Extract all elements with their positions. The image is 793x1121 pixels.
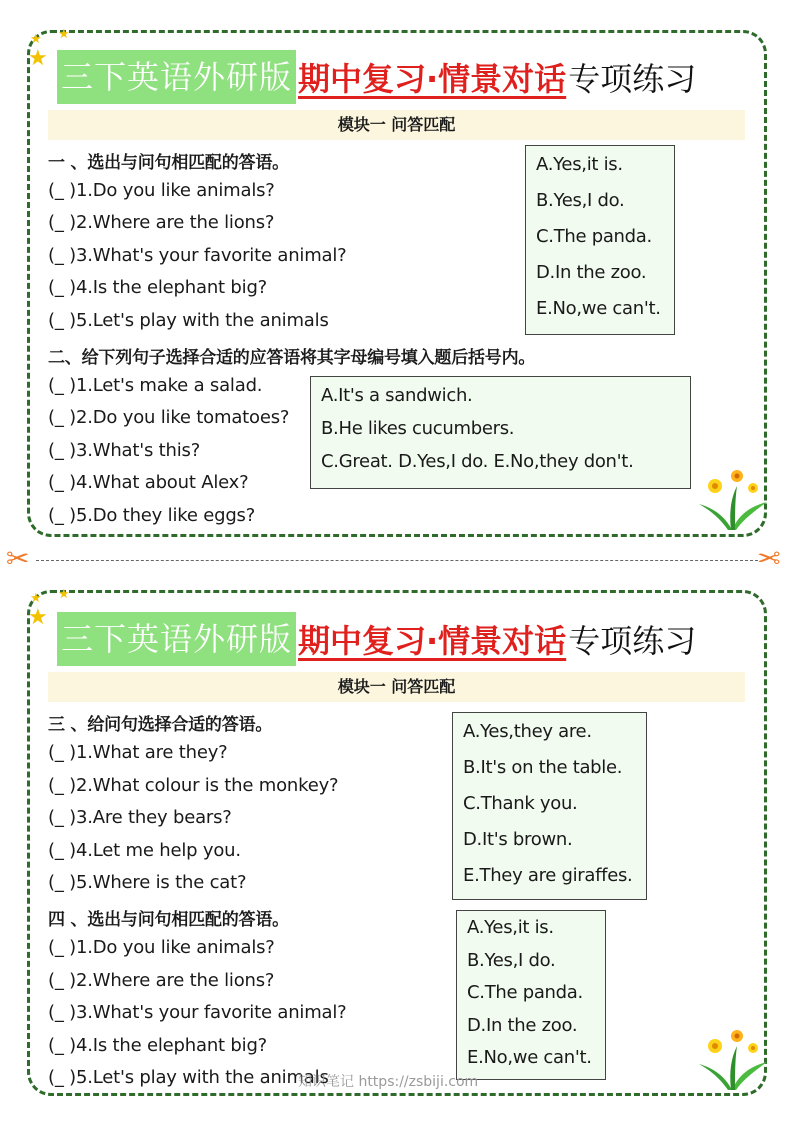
answer-option: D.It's brown. [463,829,573,850]
answer-option: A.Yes,they are. [463,721,592,742]
question-item: (_ )4.What about Alex? [48,472,249,493]
title-green-part: 三下英语外研版 [57,50,296,104]
star-icon: ★ [58,27,70,42]
section-heading: 三 、给问句选择合适的答语。 [48,715,273,735]
answer-option: C.Thank you. [463,793,578,814]
question-item: (_ )5.Do they like eggs? [48,505,256,526]
answer-option: A.It's a sandwich. [321,385,473,406]
answer-options-box [525,145,675,335]
question-item: (_ )5.Let's play with the animals [48,1067,329,1088]
answer-option: A.Yes,it is. [467,917,554,938]
answer-option: E.They are giraffes. [463,865,633,886]
star-icon: ★ [30,591,42,606]
star-icon: ★ [58,587,70,602]
answer-option: D.In the zoo. [536,262,647,283]
question-item: (_ )2.Where are the lions? [48,970,275,991]
question-item: (_ )5.Where is the cat? [48,872,247,893]
answer-options-box [310,376,691,489]
answer-options-box [456,910,606,1080]
question-item: (_ )2.What colour is the monkey? [48,775,339,796]
question-item: (_ )2.Where are the lions? [48,212,275,233]
watermark: 知识笔记 https://zsbiji.com [298,1074,479,1090]
title-red-part: 期中复习·情景对话 [298,622,567,660]
title-black-part: 专项练习 [568,60,697,98]
module-banner: 模块一 问答匹配 [48,672,745,702]
scissors-icon: ✂ [757,542,781,575]
module-banner: 模块一 问答匹配 [48,110,745,140]
question-item: (_ )4.Is the elephant big? [48,1035,268,1056]
question-item: (_ )3.Are they bears? [48,807,232,828]
section-heading: 四 、选出与问句相匹配的答语。 [48,910,289,930]
answer-option: B.It's on the table. [463,757,623,778]
flower-icon [695,1028,769,1092]
title-red-part: 期中复习·情景对话 [298,60,567,98]
flower-icon [695,468,769,532]
question-item: (_ )5.Let's play with the animals [48,310,329,331]
page-title [57,50,696,104]
answer-option: D.In the zoo. [467,1014,578,1036]
answer-option: B.Yes,I do. [467,949,556,971]
question-item: (_ )1.Do you like animals? [48,180,275,201]
question-item: (_ )4.Is the elephant big? [48,277,268,298]
section-heading: 二、给下列句子选择合适的应答语将其字母编号填入题后括号内。 [48,348,536,368]
page-title [57,612,696,666]
question-item: (_ )3.What's your favorite animal? [48,245,347,266]
answer-option: A.Yes,it is. [536,154,623,175]
star-icon: ★ [30,32,42,47]
answer-option: C.The panda. [467,982,583,1003]
answer-option: C.Great. D.Yes,I do. E.No,they don't. [321,451,634,472]
star-icon: ★ [28,605,48,630]
answer-option: C.The panda. [536,226,652,247]
section-heading: 一 、选出与问句相匹配的答语。 [48,153,289,173]
answer-option: B.Yes,I do. [536,190,625,211]
question-item: (_ )4.Let me help you. [48,840,241,861]
question-item: (_ )3.What's your favorite animal? [48,1002,347,1023]
question-item: (_ )1.What are they? [48,742,228,763]
cut-line [36,560,758,561]
answer-option: E.No,we can't. [536,298,661,319]
star-icon: ★ [28,46,48,71]
question-item: (_ )2.Do you like tomatoes? [48,407,290,428]
answer-option: E.No,we can't. [467,1047,592,1068]
title-black-part: 专项练习 [568,622,697,660]
question-item: (_ )1.Do you like animals? [48,937,275,958]
answer-options-box [452,712,647,900]
scissors-icon: ✂ [6,542,30,575]
title-green-part: 三下英语外研版 [57,612,296,666]
question-item: (_ )3.What's this? [48,440,201,461]
question-item: (_ )1.Let's make a salad. [48,375,263,396]
answer-option: B.He likes cucumbers. [321,418,515,439]
